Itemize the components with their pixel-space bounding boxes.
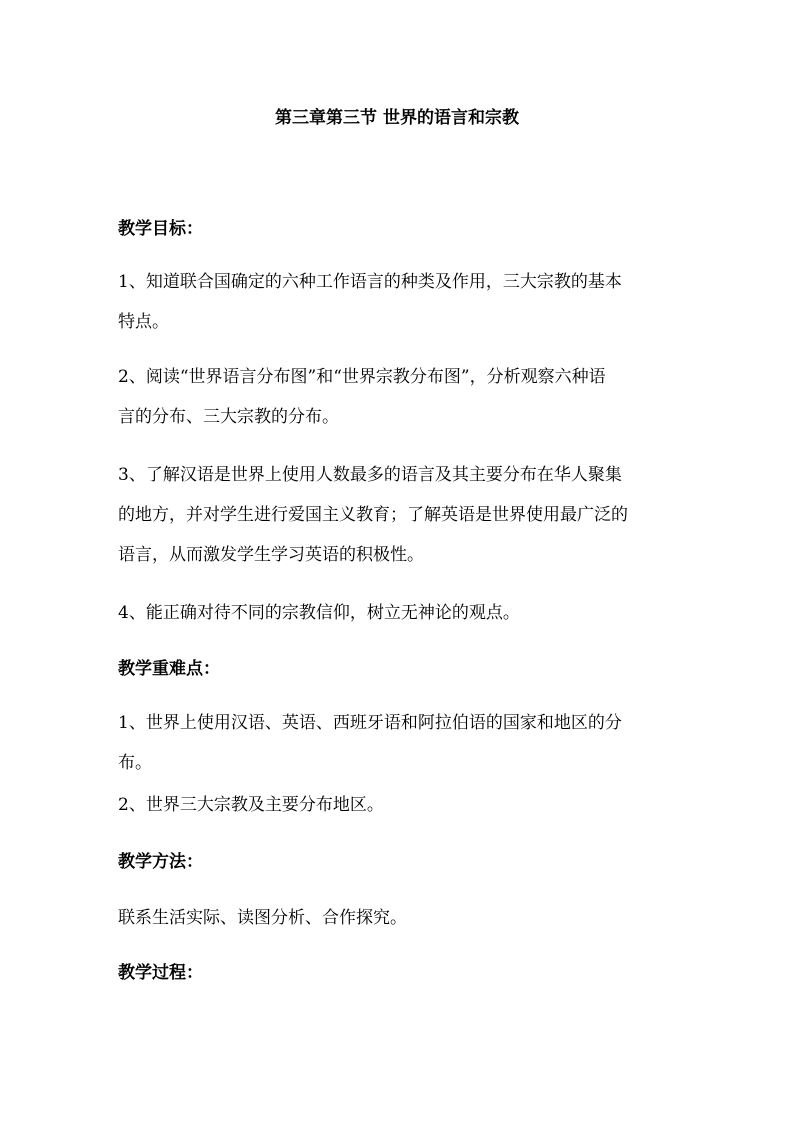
method-item-1 — [118, 898, 678, 938]
process-heading: 教学过程： — [118, 963, 203, 983]
objective-2-line-2: 言的分布、三大宗教的分布。 — [118, 407, 339, 427]
objective-item-3 — [118, 455, 678, 575]
objective-item-2 — [118, 357, 678, 437]
key-points-heading: 教学重难点： — [118, 659, 220, 679]
key-point-1-line-1: 1、世界上使用汉语、英语、西班牙语和阿拉伯语的国家和地区的分 — [118, 713, 622, 733]
key-point-item-2 — [118, 785, 678, 825]
objective-2-line-1: 2、阅读“世界语言分布图”和“世界宗教分布图”，分析观察六种语 — [118, 367, 606, 387]
objective-1-line-2: 特点。 — [118, 312, 169, 332]
key-point-2-line-1: 2、世界三大宗教及主要分布地区。 — [118, 795, 384, 815]
objective-item-1 — [118, 262, 678, 342]
key-point-1-line-2: 布。 — [118, 753, 152, 773]
objectives-heading: 教学目标： — [118, 219, 203, 239]
objective-item-4 — [118, 593, 678, 633]
method-1-line-1: 联系生活实际、读图分析、合作探究。 — [118, 908, 407, 928]
objective-1-line-1: 1、知道联合国确定的六种工作语言的种类及作用，三大宗教的基本 — [118, 272, 622, 292]
objective-3-line-1: 3、了解汉语是世界上使用人数最多的语言及其主要分布在华人聚集 — [118, 465, 622, 485]
objective-3-line-2: 的地方，并对学生进行爱国主义教育；了解英语是世界使用最广泛的 — [118, 505, 628, 525]
key-point-item-1 — [118, 703, 678, 783]
objective-4-line-1: 4、能正确对待不同的宗教信仰，树立无神论的观点。 — [118, 603, 520, 623]
objective-3-line-3: 语言，从而激发学生学习英语的积极性。 — [118, 545, 424, 565]
methods-heading: 教学方法： — [118, 852, 203, 872]
document-title: 第三章第三节 世界的语言和宗教 — [275, 108, 519, 128]
